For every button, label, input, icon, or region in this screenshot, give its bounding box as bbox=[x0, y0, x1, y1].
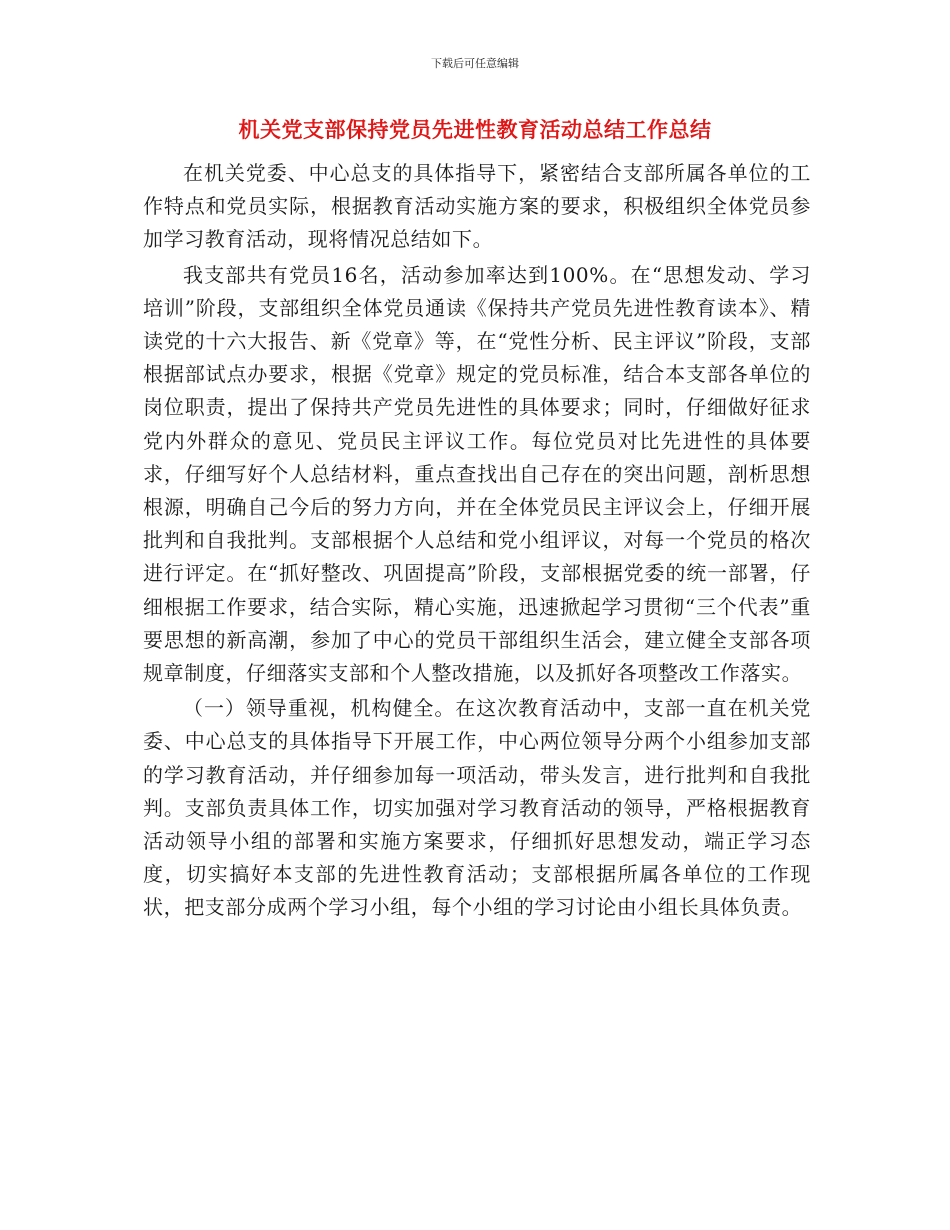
document-body bbox=[143, 157, 811, 927]
paragraph-intro: 在机关党委、中心总支的具体指导下，紧密结合支部所属各单位的工作特点和党员实际，根据教育活动实施方案的要求，积极组织全体党员参加学习教育活动，现将情况总结如下。 bbox=[143, 161, 811, 252]
header-note: 下载后可任意编辑 bbox=[431, 57, 519, 70]
document-title: 机关党支部保持党员先进性教育活动总结工作总结 bbox=[238, 118, 712, 142]
paragraph-stages: 我支部共有党员16名，活动参加率达到100%。在“思想发动、学习培训”阶段，支部组织全体党员通读《保持共产党员先进性教育读本》、精读党的十六大报告、新《党章》等，在“党性分析、民主评议”阶段，支部根据部试点办要求，根据《党章》规定的党员标准，结合本支部各单位的岗位职责，提出了保持共产党员先进性的具体要求；同时，仔细做好征求党内外群众的意见、党员民主评议工作。每位党员对比先进性的具体要求，仔细写好个人总结材料，重点查找出自己存在的突出问题，剖析思想根源，明确自己今后的努力方向，并在全体党员民主评议会上，仔细开展批判和自我批判。支部根据个人总结和党小组评议，对每一个党员的格次进行评定。在“抓好整改、巩固提高”阶段，支部根据党委的统一部署，仔细根据工作要求，结合实际，精心实施，迅速掀起学习贯彻“三个代表”重要思想的新高潮，参加了中心的党员干部组织生活会，建立健全支部各项规章制度，仔细落实支部和个人整改措施，以及抓好各项整改工作落实。 bbox=[143, 262, 811, 686]
paragraph-leadership: （一）领导重视，机构健全。在这次教育活动中，支部一直在机关党委、中心总支的具体指导下开展工作，中心两位领导分两个小组参加支部的学习教育活动，并仔细参加每一项活动，带头发言，进行批判和自我批判。支部负责具体工作，切实加强对学习教育活动的领导，严格根据教育活动领导小组的部署和实施方案要求，仔细抓好思想发动，端正学习态度，切实搞好本支部的先进性教育活动；支部根据所属各单位的工作现状，把支部分成两个学习小组，每个小组的学习讨论由小组长具体负责。 bbox=[143, 696, 811, 920]
